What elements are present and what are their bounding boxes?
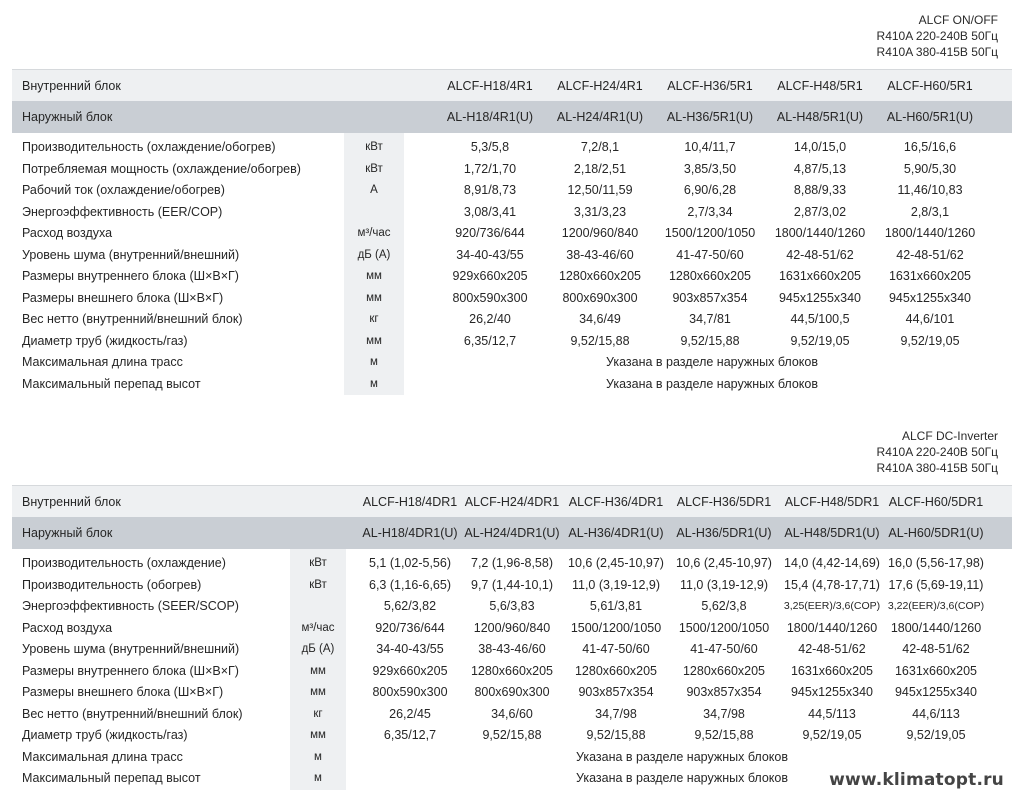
outdoor-unit-row [12,517,1012,549]
spec-value: 16,0 (5,56-17,98) [888,556,984,570]
spec-value: 5,62/3,82 [383,599,437,613]
spec-row [12,704,1012,726]
spec-value: 11,0 (3,19-12,9) [679,577,769,592]
spec-value: 920/736/644 [455,226,525,240]
spec-value: 6,90/6,28 [683,183,737,197]
spec-unit: дБ (А) [357,248,391,261]
spec-label: Максимальная длина трасс [22,355,183,369]
spec-unit: м [370,356,378,368]
outdoor-model: AL-H60/5DR1(U) [888,526,984,540]
spec-value: 945x1255x340 [894,685,978,699]
spec-value: 8,91/8,73 [463,183,517,197]
spec-unit: мм [310,664,326,677]
spec-value: 800x690x300 [474,685,550,699]
spec-row [12,137,1012,159]
spec-label: Энергоэффективность (SEER/SCOP) [22,599,239,613]
spec-unit: мм [310,729,326,741]
spec-value: 3,25(EER)/3,6(COP) [783,600,881,612]
spec-value: 5,62/3,8 [701,599,747,613]
indoor-model: ALCF-H36/5DR1 [676,495,772,509]
spec-value: 1800/1440/1260 [884,226,976,240]
spec-label: Потребляемая мощность (охлаждение/обогрев) [22,161,301,176]
series-title: ALCF ON/OFF [918,13,998,27]
spec-value-span: Указана в разделе наружных блоков [575,771,789,785]
series-title: ALCF DC-Inverter [901,429,998,443]
spec-label: Энергоэффективность (EER/COP) [22,204,223,219]
spec-value: 5,90/5,30 [903,161,957,176]
spec-label: Уровень шума (внутренний/внешний) [22,247,240,262]
site-watermark: www.klimatopt.ru [829,770,1004,790]
spec-value: 1500/1200/1050 [664,226,756,240]
spec-value: 38-43-46/60 [566,247,634,262]
section2-header [877,428,998,476]
spec-unit: м³/час [301,621,335,634]
spec-label: Уровень шума (внутренний/внешний) [22,642,240,656]
spec-value: 42-48-51/62 [798,642,866,656]
spec-value: 1631x660x205 [888,269,972,283]
spec-unit: А [370,184,378,196]
spec-value: 44,5/113 [808,706,856,721]
spec-value: 1631x660x205 [894,663,978,678]
spec-value: 9,52/15,88 [586,728,646,742]
spec-value: 9,52/19,05 [802,728,862,742]
outdoor-model: AL-H24/4R1(U) [556,110,644,124]
spec-value: 15,4 (4,78-17,71) [784,577,880,592]
spec-label: Расход воздуха [22,620,113,635]
indoor-model: ALCF-H24/4DR1 [464,495,560,509]
spec-value: 9,52/19,05 [906,728,966,742]
row-label: Внутренний блок [22,495,121,509]
spec-row [12,661,1012,683]
spec-value: 903x857x354 [672,290,748,305]
outdoor-model: AL-H18/4DR1(U) [362,526,458,540]
spec-label: Вес нетто (внутренний/внешний блок) [22,312,243,326]
spec-unit: кг [369,313,379,325]
spec-value: 38-43-46/60 [478,642,546,656]
spec-value: 6,3 (1,16-6,65) [369,577,451,592]
indoor-unit-row [12,485,1012,518]
spec-row [12,639,1012,661]
spec-unit: м [314,772,322,784]
spec-value: 14,0/15,0 [793,140,847,154]
spec-value: 1280x660x205 [574,663,658,678]
outdoor-model: AL-H36/5R1(U) [666,110,754,124]
spec-row [12,747,1012,769]
spec-value: 5,61/3,81 [589,599,643,613]
spec-value-span: Указана в разделе наружных блоков [605,376,819,391]
spec-value: 929x660x205 [372,663,448,678]
spec-label: Производительность (охлаждение) [22,556,226,570]
spec-value: 1500/1200/1050 [570,620,662,635]
row-label: Наружный блок [22,526,113,540]
spec-value: 34-40-43/55 [456,247,524,262]
spec-value: 1280x660x205 [682,663,766,678]
spec-value: 2,8/3,1 [910,204,950,219]
section1-header [877,12,998,60]
spec-value: 9,52/15,88 [482,728,542,742]
spec-value: 10,6 (2,45-10,97) [568,556,664,570]
spec-row [12,180,1012,202]
spec-value: 6,35/12,7 [463,333,517,348]
spec-value-span: Указана в разделе наружных блоков [605,355,819,369]
spec-row [12,682,1012,704]
spec-row [12,266,1012,288]
spec-row [12,618,1012,640]
spec-row [12,331,1012,353]
spec-row [12,288,1012,310]
spec-value: 1800/1440/1260 [774,226,866,240]
spec-value: 34,6/60 [491,706,533,721]
spec-value: 9,52/15,88 [680,333,740,348]
spec-value: 945x1255x340 [790,685,874,699]
spec-row [12,223,1012,245]
indoor-model: ALCF-H36/5R1 [667,79,753,93]
spec-value: 920/736/644 [375,620,445,635]
spec-value: 3,31/3,23 [573,204,627,219]
spec-value: 903x857x354 [686,685,762,699]
refrigerant-line: R410A 220-240В 50Гц [876,29,998,43]
spec-label: Размеры внутреннего блока (Ш×В×Г) [22,269,239,283]
spec-row [12,374,1012,396]
spec-value: 14,0 (4,42-14,69) [784,556,880,570]
spec-label: Рабочий ток (охлаждение/обогрев) [22,183,225,197]
spec-value: 17,6 (5,69-19,11) [888,577,984,592]
indoor-model: ALCF-H18/4DR1 [362,495,458,509]
spec-label: Производительность (охлаждение/обогрев) [22,140,276,154]
refrigerant-line: R410A 380-415В 50Гц [876,45,998,59]
outdoor-model: AL-H60/5R1(U) [886,110,974,124]
indoor-model: ALCF-H48/5DR1 [784,495,880,509]
spec-label: Размеры внутреннего блока (Ш×В×Г) [22,663,239,678]
spec-value: 42-48-51/62 [902,642,970,656]
spec-value: 800x690x300 [562,290,638,305]
indoor-model: ALCF-H48/5R1 [777,79,863,93]
spec-value: 44,5/100,5 [790,312,850,326]
spec-unit: м [370,377,378,390]
spec-row [12,725,1012,747]
spec-row [12,202,1012,224]
spec-value: 1280x660x205 [668,269,752,283]
spec-row [12,553,1012,575]
spec-row [12,596,1012,618]
spec-unit: мм [366,291,382,304]
spec-value: 800x590x300 [452,290,528,305]
spec-unit: м [314,750,322,763]
spec-value: 26,2/45 [389,706,431,721]
spec-label: Диаметр труб (жидкость/газ) [22,333,188,348]
outdoor-model: AL-H36/4DR1(U) [568,526,664,540]
spec-label: Расход воздуха [22,226,113,240]
spec-label: Размеры внешнего блока (Ш×В×Г) [22,290,224,305]
spec-value: 3,08/3,41 [463,204,517,219]
spec-unit: мм [366,270,382,282]
spec-value: 945x1255x340 [888,290,972,305]
spec-value: 9,52/19,05 [900,333,960,348]
spec-value: 7,2 (1,96-8,58) [471,556,553,570]
indoor-model: ALCF-H60/5DR1 [888,495,984,509]
spec-value: 34,7/81 [689,312,731,326]
spec-value: 1631x660x205 [778,269,862,283]
outdoor-model: AL-H24/4DR1(U) [464,526,560,540]
spec-value: 2,18/2,51 [573,161,627,176]
spec-unit: кВт [365,141,383,153]
outdoor-model: AL-H18/4R1(U) [446,110,534,124]
spec-value: 5,3/5,8 [470,140,510,154]
spec-value: 6,35/12,7 [383,728,437,742]
spec-value: 1280x660x205 [470,663,554,678]
spec-value: 16,5/16,6 [903,140,957,154]
spec-label: Вес нетто (внутренний/внешний блок) [22,706,243,721]
spec-value: 1200/960/840 [473,620,551,635]
spec-value: 1800/1440/1260 [786,620,878,635]
spec-label: Размеры внешнего блока (Ш×В×Г) [22,685,224,699]
spec-row [12,245,1012,267]
indoor-model: ALCF-H36/4DR1 [568,495,664,509]
spec-value: 945x1255x340 [778,290,862,305]
spec-value: 26,2/40 [469,312,511,326]
spec-value: 34-40-43/55 [376,642,444,656]
spec-value: 5,6/3,83 [489,599,535,613]
spec-value: 3,22(EER)/3,6(COP) [887,600,985,612]
spec-row [12,352,1012,374]
outdoor-model: AL-H48/5DR1(U) [784,526,880,540]
spec-unit: дБ (А) [301,643,335,655]
spec-value: 5,1 (1,02-5,56) [369,556,451,570]
spec-value: 41-47-50/60 [676,247,744,262]
spec-value: 34,7/98 [703,706,745,721]
spec-value: 9,52/15,88 [570,333,630,348]
row-label: Наружный блок [22,110,113,124]
spec-value: 11,46/10,83 [897,183,963,197]
refrigerant-line: R410A 220-240В 50Гц [876,445,998,459]
spec-value: 10,6 (2,45-10,97) [676,556,772,570]
spec-value: 9,52/19,05 [790,333,850,348]
spec-value: 1280x660x205 [558,269,642,283]
spec-unit: мм [366,334,382,347]
spec-value: 3,85/3,50 [683,161,737,176]
row-label: Внутренний блок [22,79,121,93]
spec-label: Производительность (обогрев) [22,577,202,592]
spec-value: 1800/1440/1260 [890,620,982,635]
spec-value: 1,72/1,70 [463,161,517,176]
spec-value: 1500/1200/1050 [678,620,770,635]
spec-value: 42-48-51/62 [896,247,964,262]
spec-label: Диаметр труб (жидкость/газ) [22,728,188,742]
spec-value: 44,6/101 [905,312,955,326]
spec-value: 2,7/3,34 [687,204,733,219]
spec-value: 4,87/5,13 [793,161,847,176]
refrigerant-line: R410A 380-415В 50Гц [876,461,998,475]
spec-value-span: Указана в разделе наружных блоков [575,749,789,764]
spec-value: 929x660x205 [452,269,528,283]
spec-value: 10,4/11,7 [684,140,736,154]
spec-unit: кВт [309,557,327,569]
spec-value: 41-47-50/60 [690,642,758,656]
spec-value: 7,2/8,1 [580,140,620,154]
spec-value: 2,87/3,02 [793,204,847,219]
spec-value: 1200/960/840 [561,226,639,240]
spec-value: 11,0 (3,19-12,9) [571,577,661,592]
outdoor-unit-row [12,101,1012,133]
spec-value: 12,50/11,59 [567,183,633,197]
spec-value: 903x857x354 [578,685,654,699]
spec-unit: мм [310,686,326,698]
indoor-model: ALCF-H60/5R1 [887,79,973,93]
spec-row [12,159,1012,181]
indoor-model: ALCF-H24/4R1 [557,79,643,93]
spec-value: 44,6/113 [912,706,960,721]
spec-unit: м³/час [357,227,391,239]
indoor-model: ALCF-H18/4R1 [447,79,533,93]
spec-value: 8,88/9,33 [793,183,847,197]
outdoor-model: AL-H36/5DR1(U) [676,526,772,540]
spec-label: Максимальная длина трасс [22,749,183,764]
spec-row [12,575,1012,597]
spec-value: 41-47-50/60 [582,642,650,656]
spec-value: 42-48-51/62 [786,247,854,262]
spec-unit: кг [313,707,323,720]
spec-row [12,309,1012,331]
outdoor-model: AL-H48/5R1(U) [776,110,864,124]
spec-value: 9,52/15,88 [694,728,754,742]
indoor-unit-row [12,69,1012,102]
spec-value: 34,7/98 [595,706,637,721]
spec-value: 34,6/49 [579,312,621,326]
spec-unit: кВт [365,162,383,175]
spec-value: 9,7 (1,44-10,1) [471,577,553,592]
spec-unit: кВт [309,578,327,591]
spec-value: 1631x660x205 [790,663,874,678]
spec-label: Максимальный перепад высот [22,771,201,785]
spec-value: 800x590x300 [372,685,448,699]
spec-label: Максимальный перепад высот [22,376,201,391]
